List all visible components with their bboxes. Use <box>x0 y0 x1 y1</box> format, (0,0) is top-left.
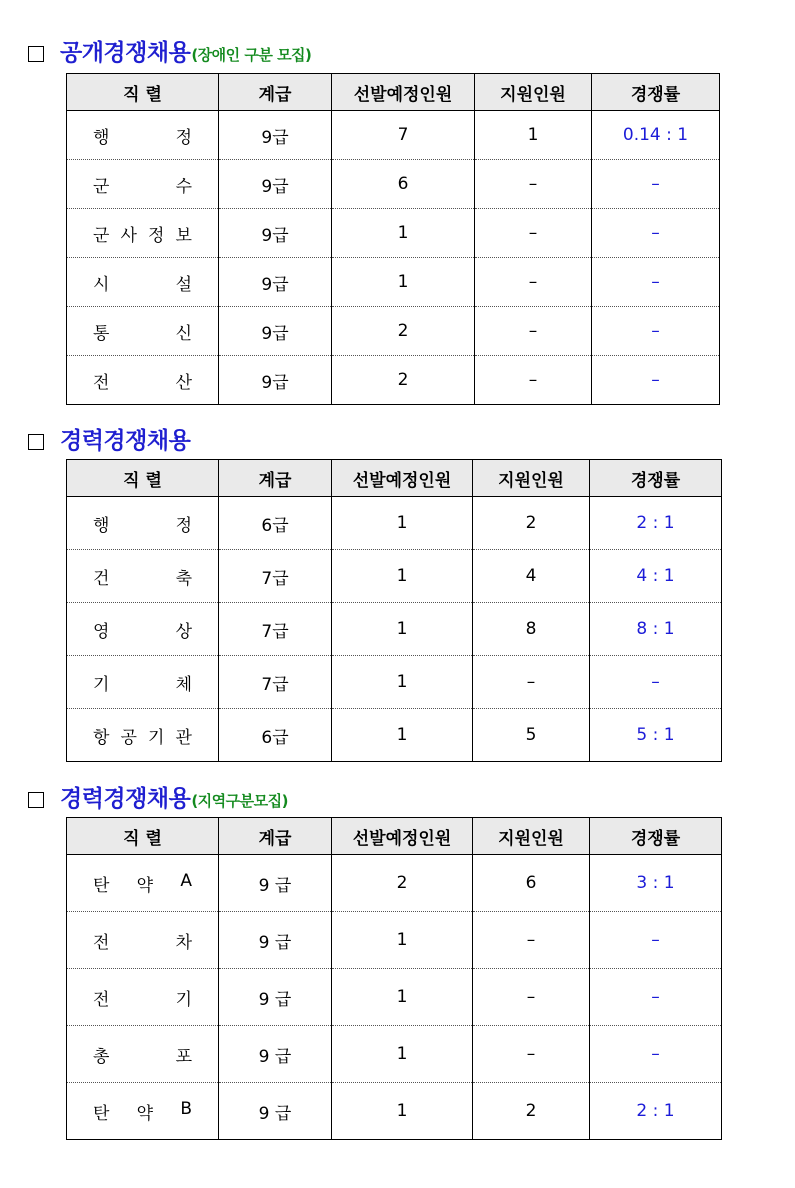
job-char: 시 <box>93 274 110 295</box>
header-job: 직 렬 <box>67 818 219 855</box>
job-char: 수 <box>175 176 192 197</box>
job-char: 체 <box>175 674 192 695</box>
job-char: 탄 <box>93 875 110 896</box>
job-char: 보 <box>175 225 192 246</box>
cell-planned: 1 <box>332 969 473 1026</box>
cell-planned: 1 <box>332 603 473 656</box>
table-row <box>67 209 720 258</box>
cell-ratio: 5 : 1 <box>590 709 722 762</box>
table-header-row <box>67 74 720 111</box>
cell-job <box>67 160 219 209</box>
recruitment-table-1 <box>66 73 720 405</box>
cell-planned: 1 <box>332 1026 473 1083</box>
cell-job <box>67 603 219 656</box>
job-char: 차 <box>175 932 192 953</box>
cell-ratio: – <box>592 307 720 356</box>
cell-job <box>67 656 219 709</box>
cell-applicants: 8 <box>473 603 590 656</box>
cell-planned: 1 <box>332 1083 473 1140</box>
header-ratio: 경쟁률 <box>590 818 722 855</box>
recruitment-table-3 <box>66 817 722 1140</box>
cell-ratio: – <box>592 160 720 209</box>
header-grade: 계급 <box>219 460 332 497</box>
cell-ratio: – <box>590 1026 722 1083</box>
job-char: 공 <box>120 727 137 748</box>
cell-applicants: – <box>473 912 590 969</box>
cell-job <box>67 258 219 307</box>
job-char: 상 <box>175 621 192 642</box>
cell-grade: 9급 <box>219 356 332 405</box>
cell-applicants: 1 <box>475 111 592 160</box>
table-row <box>67 307 720 356</box>
cell-grade: 9 급 <box>219 1026 332 1083</box>
table-row <box>67 258 720 307</box>
table-row <box>67 356 720 405</box>
job-char: 통 <box>93 323 110 344</box>
checkbox-square-icon <box>28 46 44 62</box>
cell-applicants: 2 <box>473 1083 590 1140</box>
header-planned: 선발예정인원 <box>332 460 473 497</box>
header-grade: 계급 <box>219 818 332 855</box>
cell-ratio: – <box>592 356 720 405</box>
job-char: 기 <box>148 727 165 748</box>
cell-grade: 9 급 <box>219 1083 332 1140</box>
cell-job <box>67 111 219 160</box>
cell-grade: 7급 <box>219 603 332 656</box>
job-char: 기 <box>93 674 110 695</box>
cell-grade: 9급 <box>219 209 332 258</box>
cell-job <box>67 497 219 550</box>
cell-grade: 9급 <box>219 258 332 307</box>
cell-planned: 1 <box>332 497 473 550</box>
job-char: 산 <box>175 372 192 393</box>
header-applicants: 지원인원 <box>475 74 592 111</box>
table-row <box>67 855 722 912</box>
job-char: 정 <box>175 515 192 536</box>
table-row <box>67 912 722 969</box>
table-header-row <box>67 460 722 497</box>
cell-applicants: – <box>473 969 590 1026</box>
job-char: 기 <box>175 989 192 1010</box>
job-char: 영 <box>93 621 110 642</box>
header-applicants: 지원인원 <box>473 460 590 497</box>
cell-planned: 1 <box>332 709 473 762</box>
job-char: 행 <box>93 515 110 536</box>
header-ratio: 경쟁률 <box>592 74 720 111</box>
job-char: 군 <box>93 176 110 197</box>
section-2-title <box>28 422 190 455</box>
job-char: 약 <box>136 875 154 896</box>
cell-job <box>67 709 219 762</box>
cell-job <box>67 307 219 356</box>
job-char: 행 <box>93 127 110 148</box>
cell-applicants: – <box>473 1026 590 1083</box>
job-char: 관 <box>175 727 192 748</box>
cell-job <box>67 550 219 603</box>
cell-planned: 1 <box>332 550 473 603</box>
cell-applicants: – <box>473 656 590 709</box>
table-row <box>67 497 722 550</box>
header-ratio: 경쟁률 <box>590 460 722 497</box>
job-char: 전 <box>93 932 110 953</box>
header-applicants: 지원인원 <box>473 818 590 855</box>
section-1-title <box>28 34 311 67</box>
cell-grade: 9 급 <box>219 855 332 912</box>
job-char: 건 <box>93 568 110 589</box>
cell-grade: 9 급 <box>219 969 332 1026</box>
cell-grade: 9급 <box>219 307 332 356</box>
cell-job <box>67 969 219 1026</box>
cell-grade: 6급 <box>219 709 332 762</box>
cell-ratio: 3 : 1 <box>590 855 722 912</box>
section-title-main: 경력경쟁채용 <box>60 428 191 454</box>
job-char: 항 <box>93 727 110 748</box>
cell-applicants: – <box>475 160 592 209</box>
cell-applicants: 6 <box>473 855 590 912</box>
job-char: 정 <box>175 127 192 148</box>
job-char: 전 <box>93 372 110 393</box>
cell-grade: 9급 <box>219 160 332 209</box>
cell-ratio: – <box>592 209 720 258</box>
cell-grade: 7급 <box>219 550 332 603</box>
table-row <box>67 603 722 656</box>
cell-job <box>67 1026 219 1083</box>
job-char: 신 <box>175 323 192 344</box>
job-char: 축 <box>175 568 192 589</box>
cell-applicants: 5 <box>473 709 590 762</box>
checkbox-square-icon <box>28 434 44 450</box>
table-row <box>67 1026 722 1083</box>
cell-planned: 2 <box>332 307 475 356</box>
cell-planned: 1 <box>332 656 473 709</box>
recruitment-table-2 <box>66 459 722 762</box>
job-char: 설 <box>175 274 192 295</box>
job-char: 약 <box>136 1103 154 1124</box>
cell-job <box>67 912 219 969</box>
cell-ratio: – <box>592 258 720 307</box>
table-header-row <box>67 818 722 855</box>
cell-applicants: – <box>475 258 592 307</box>
job-char: 전 <box>93 989 110 1010</box>
cell-job <box>67 356 219 405</box>
section-title-main: 경력경쟁채용 <box>60 786 191 812</box>
cell-ratio: 4 : 1 <box>590 550 722 603</box>
section-title-sub: (지역구분모집) <box>191 792 288 810</box>
cell-job <box>67 1083 219 1140</box>
cell-grade: 9급 <box>219 111 332 160</box>
table-row <box>67 550 722 603</box>
cell-job <box>67 209 219 258</box>
cell-planned: 2 <box>332 356 475 405</box>
cell-ratio: – <box>590 656 722 709</box>
table-row <box>67 160 720 209</box>
table-row <box>67 656 722 709</box>
cell-applicants: – <box>475 307 592 356</box>
cell-planned: 6 <box>332 160 475 209</box>
cell-grade: 9 급 <box>219 912 332 969</box>
job-char: 총 <box>93 1046 110 1067</box>
table-row <box>67 1083 722 1140</box>
cell-applicants: – <box>475 356 592 405</box>
cell-planned: 1 <box>332 209 475 258</box>
cell-grade: 6급 <box>219 497 332 550</box>
job-char: 사 <box>120 225 137 246</box>
header-job: 직 렬 <box>67 460 219 497</box>
cell-planned: 1 <box>332 912 473 969</box>
cell-ratio: – <box>590 969 722 1026</box>
cell-applicants: 2 <box>473 497 590 550</box>
section-3-title <box>28 780 288 813</box>
checkbox-square-icon <box>28 792 44 808</box>
table-row <box>67 969 722 1026</box>
cell-ratio: 2 : 1 <box>590 497 722 550</box>
table-row <box>67 111 720 160</box>
job-char: 탄 <box>93 1103 110 1124</box>
job-char: 군 <box>93 225 110 246</box>
header-job: 직 렬 <box>67 74 219 111</box>
job-char: B <box>180 1098 192 1119</box>
header-grade: 계급 <box>219 74 332 111</box>
job-char: A <box>180 870 192 891</box>
cell-planned: 2 <box>332 855 473 912</box>
cell-ratio: – <box>590 912 722 969</box>
cell-applicants: 4 <box>473 550 590 603</box>
cell-job <box>67 855 219 912</box>
cell-ratio: 0.14 : 1 <box>592 111 720 160</box>
cell-planned: 7 <box>332 111 475 160</box>
table-row <box>67 709 722 762</box>
job-char: 포 <box>175 1046 192 1067</box>
cell-ratio: 2 : 1 <box>590 1083 722 1140</box>
section-title-main: 공개경쟁채용 <box>60 40 191 66</box>
section-title-sub: (장애인 구분 모집) <box>191 46 312 64</box>
cell-planned: 1 <box>332 258 475 307</box>
header-planned: 선발예정인원 <box>332 818 473 855</box>
header-planned: 선발예정인원 <box>332 74 475 111</box>
cell-ratio: 8 : 1 <box>590 603 722 656</box>
job-char: 정 <box>148 225 165 246</box>
cell-grade: 7급 <box>219 656 332 709</box>
cell-applicants: – <box>475 209 592 258</box>
